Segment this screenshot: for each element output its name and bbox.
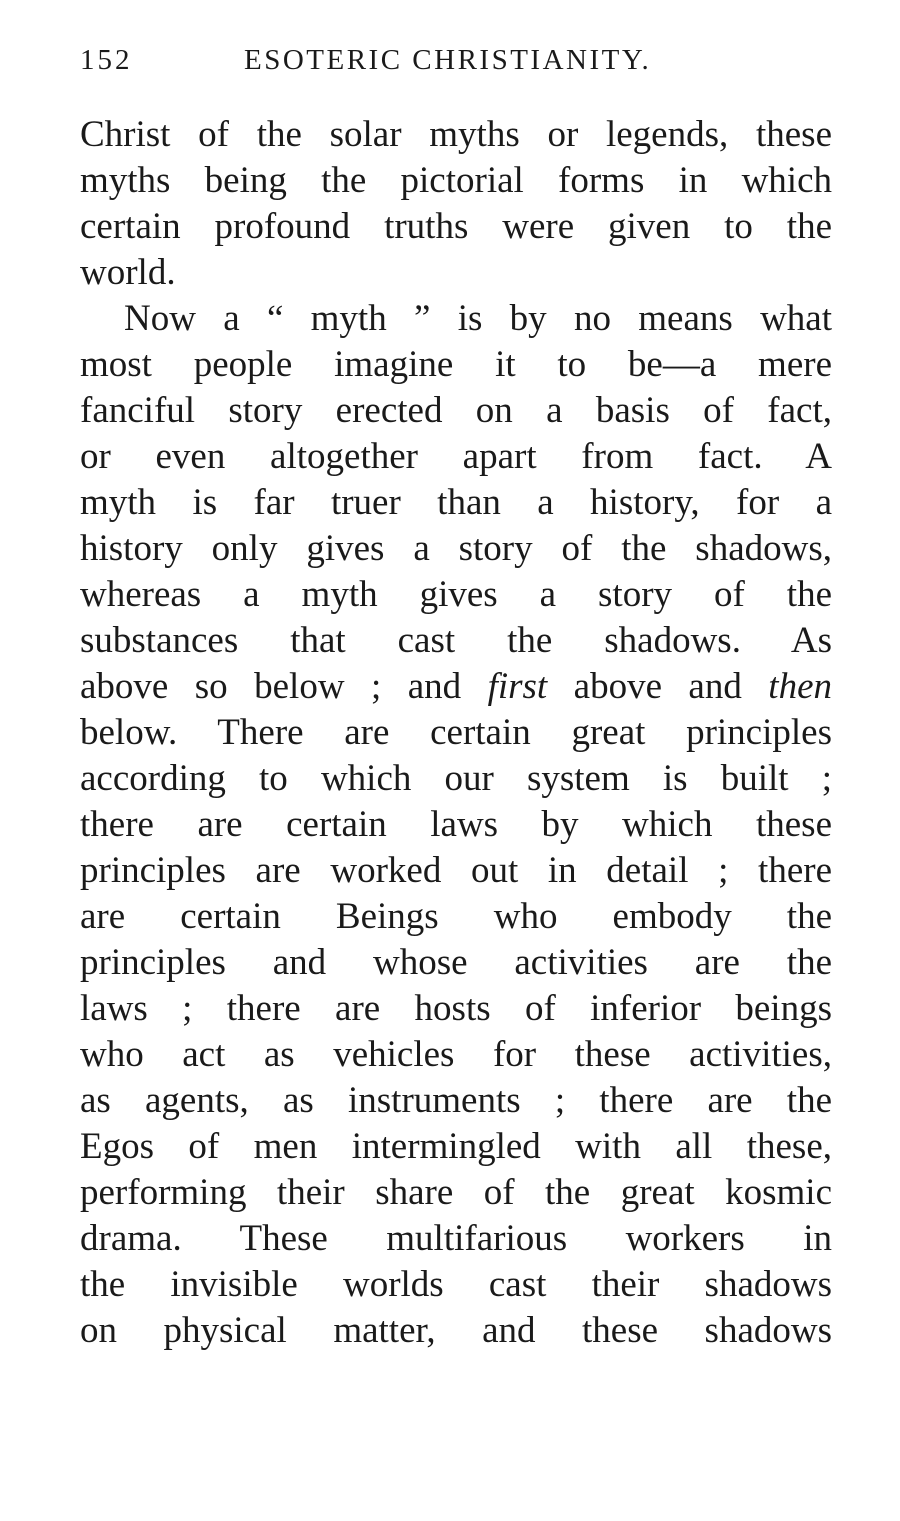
text-line: as agents, as instruments ; there are the (80, 1080, 832, 1121)
text-line-with-italics (80, 664, 832, 710)
running-head (80, 44, 840, 84)
text-line: myth is far truer than a history, for a (80, 482, 832, 523)
text-line: myths being the pictorial forms in which (80, 160, 832, 201)
text-line: most people imagine it to be—a mere (80, 344, 832, 385)
text-line: certain profound truths were given to the (80, 206, 832, 247)
text-line: principles are worked out in detail ; there (80, 850, 832, 891)
text-line: below. There are certain great principles (80, 712, 832, 753)
text-line: whereas a myth gives a story of the (80, 574, 832, 615)
text-line: history only gives a story of the shadows, (80, 528, 832, 569)
text-line: or even altogether apart from fact. A (80, 436, 832, 477)
text-line: according to which our system is built ; (80, 758, 832, 799)
italic-word-then: then (768, 666, 832, 707)
text-segment: above and (547, 666, 769, 707)
text-line: Egos of men intermingled with all these, (80, 1126, 832, 1167)
text-line: there are certain laws by which these (80, 804, 832, 845)
text-line: laws ; there are hosts of inferior beings (80, 988, 832, 1029)
text-line: fanciful story erected on a basis of fact, (80, 390, 832, 431)
body-text (80, 112, 832, 1354)
text-line: Now a “ myth ” is by no means what (124, 298, 832, 339)
text-line: the invisible worlds cast their shadows (80, 1264, 832, 1305)
page-number: 152 (80, 44, 133, 76)
text-line: substances that cast the shadows. As (80, 620, 832, 661)
text-line: who act as vehicles for these activities, (80, 1034, 832, 1075)
text-line: on physical matter, and these shadows (80, 1310, 832, 1351)
text-segment: above so below ; and (80, 666, 488, 707)
text-line: performing their share of the great kosmic (80, 1172, 832, 1213)
text-line: principles and whose activities are the (80, 942, 832, 983)
text-line: are certain Beings who embody the (80, 896, 832, 937)
text-line: Christ of the solar myths or legends, these (80, 114, 832, 155)
text-line: world. (80, 252, 176, 293)
text-line: drama. These multifarious workers in (80, 1218, 832, 1259)
italic-word-first: first (487, 666, 548, 707)
running-title: ESOTERIC CHRISTIANITY. (244, 44, 652, 76)
